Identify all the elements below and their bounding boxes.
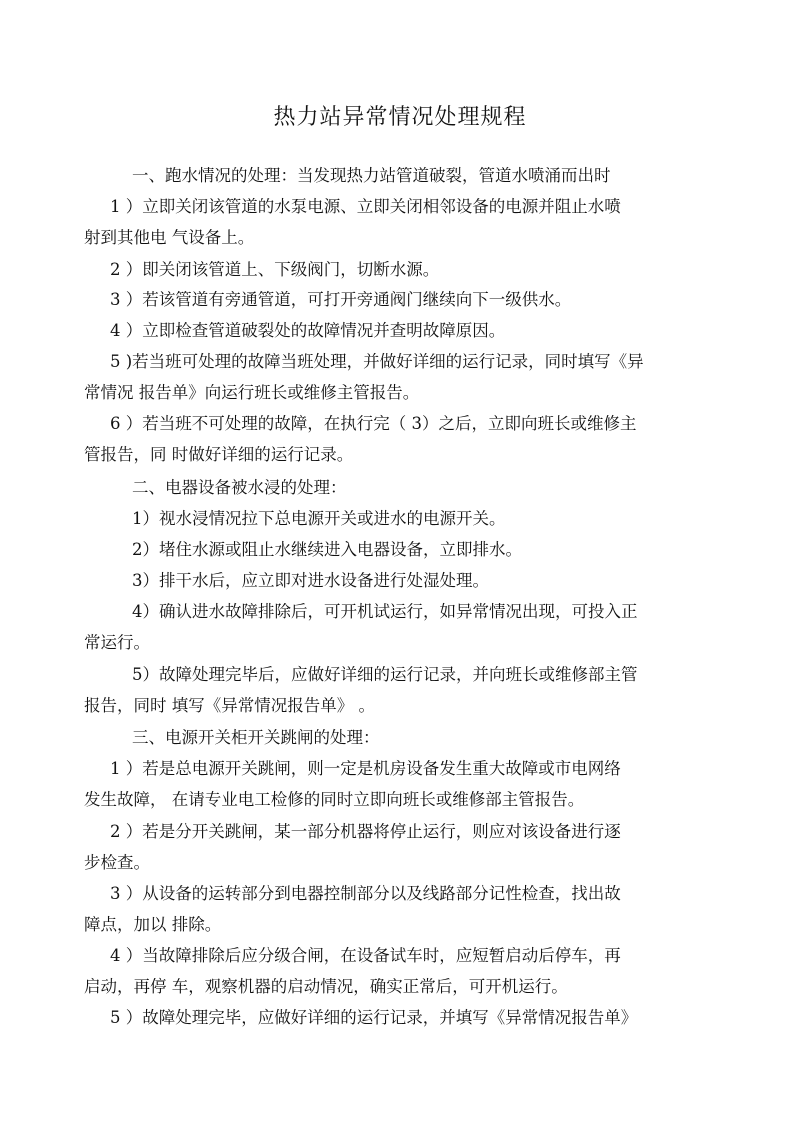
paragraph-line: 2 ）即关闭该管道上、下级阀门，切断水源。 — [110, 260, 440, 279]
paragraph-line: 4）确认进水故障排除后，可开机试运行，如异常情况出现，可投入正 — [132, 602, 638, 621]
paragraph-line: 常情况 报告单》向运行班长或维修主管报告。 — [84, 383, 420, 402]
paragraph-line: 4 ）立即检查管道破裂处的故障情况并查明故障原因。 — [110, 321, 506, 340]
paragraph-line: 3）排干水后，应立即对进水设备进行处湿处理。 — [132, 571, 489, 590]
paragraph-line: 5 )若当班可处理的故障当班处理，并做好详细的运行记录，同时填写《异 — [110, 352, 644, 371]
paragraph-line: 报告，同时 填写《异常情况报告单》 。 — [84, 696, 375, 715]
document-title: 热力站异常情况处理规程 — [273, 105, 527, 130]
paragraph-line: 步检查。 — [84, 853, 150, 872]
section-heading-3: 三、电源开关柜开关跳闸的处理： — [132, 728, 380, 747]
paragraph-line: 2 ）若是分开关跳闸，某一部分机器将停止运行，则应对该设备进行逐 — [110, 822, 621, 841]
paragraph-line: 启动，再停 车，观察机器的启动情况，确实正常后，可开机运行。 — [84, 977, 568, 996]
section-heading-1: 一、跑水情况的处理：当发现热力站管道破裂，管道水喷涌而出时 — [132, 166, 611, 185]
paragraph-line: 管报告，同 时做好详细的运行记录。 — [84, 445, 354, 464]
paragraph-line: 障点，加以 排除。 — [84, 915, 222, 934]
paragraph-line: 发生故障， 在请专业电工检修的同时立即向班长或维修部主管报告。 — [84, 790, 585, 809]
paragraph-line: 6 ）若当班不可处理的故障，在执行完（ 3）之后，立即向班长或维修主 — [110, 414, 637, 433]
paragraph-line: 1 ）立即关闭该管道的水泵电源、立即关闭相邻设备的电源并阻止水喷 — [110, 197, 621, 216]
paragraph-line: 常运行。 — [84, 633, 150, 652]
paragraph-line: 1 ）若是总电源开关跳闸，则一定是机房设备发生重大故障或市电网络 — [110, 759, 621, 778]
paragraph-line: 3 ）从设备的运转部分到电器控制部分以及线路部分记性检查，找出故 — [110, 884, 621, 903]
paragraph-line: 射到其他电 气设备上。 — [84, 228, 255, 247]
paragraph-line: 5）故障处理完毕后，应做好详细的运行记录，并向班长或维修部主管 — [132, 665, 638, 684]
paragraph-line: 4 ）当故障排除后应分级合闸，在设备试车时，应短暂启动后停车，再 — [110, 946, 621, 965]
paragraph-line: 1）视水浸情况拉下总电源开关或进水的电源开关。 — [132, 509, 506, 528]
paragraph-line: 3 ）若该管道有旁通管道，可打开旁通阀门继续向下一级供水。 — [110, 290, 572, 309]
paragraph-line: 5 ）故障处理完毕，应做好详细的运行记录，并填写《异常情况报告单》 — [110, 1008, 638, 1027]
paragraph-line: 2）堵住水源或阻止水继续进入电器设备，立即排水。 — [132, 540, 522, 559]
section-heading-2: 二、电器设备被水浸的处理： — [132, 478, 347, 497]
